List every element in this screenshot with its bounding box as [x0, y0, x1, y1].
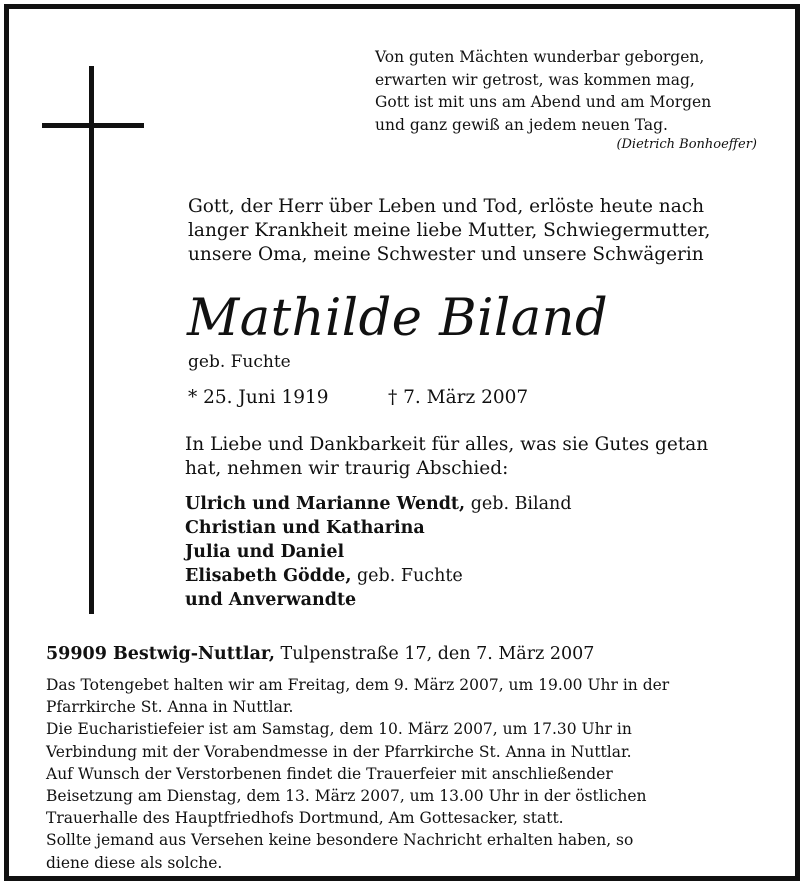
mourners-list [185, 492, 572, 612]
poem-quote [375, 46, 785, 154]
thanks-line: hat, nehmen wir traurig Abschied: [185, 458, 509, 479]
mourner-row [185, 588, 572, 612]
notice-line: Auf Wunsch der Verstorbenen findet die Trauerfeier mit anschließender [46, 764, 613, 783]
death-date: † 7. März 2007 [388, 387, 529, 408]
notice-line: Sollte jemand aus Versehen keine besondere Nachricht erhalten haben, so [46, 831, 634, 850]
cross-icon [89, 66, 94, 614]
address-city: 59909 Bestwig-Nuttlar, [46, 644, 275, 664]
poem-line: erwarten wir getrost, was kommen mag, [375, 70, 695, 89]
intro-line: Gott, der Herr über Leben und Tod, erlöste heute nach [188, 196, 705, 217]
mourner-name: Elisabeth Gödde, [185, 566, 352, 586]
life-dates [188, 385, 529, 411]
poem-line: und ganz gewiß an jedem neuen Tag. [375, 115, 668, 134]
deceased-name: Mathilde Biland [187, 289, 609, 348]
address-street-date: Tulpenstraße 17, den 7. März 2007 [274, 644, 595, 664]
mourner-row [185, 540, 572, 564]
obituary-frame [4, 4, 800, 881]
mourner-row [185, 492, 572, 516]
notice-line: diene diese als solche. [46, 853, 223, 872]
mourner-row [185, 564, 572, 588]
thanks-line: In Liebe und Dankbarkeit für alles, was sie Gutes getan [185, 434, 709, 455]
notice-line: Verbindung mit der Vorabendmesse in der Pfarrkirche St. Anna in Nuttlar. [46, 742, 632, 761]
service-notice [46, 674, 796, 874]
mourner-note: geb. Biland [465, 494, 572, 514]
mourner-name: Julia und Daniel [185, 542, 345, 562]
intro-line: unsere Oma, meine Schwester und unsere Schwägerin [188, 244, 704, 265]
address-line [46, 642, 594, 666]
cross-icon-crossbar [42, 123, 144, 128]
poem-author: (Dietrich Bonhoeffer) [616, 137, 757, 152]
intro-line: langer Krankheit meine liebe Mutter, Schwiegermutter, [188, 220, 711, 241]
notice-line: Trauerhalle des Hauptfriedhofs Dortmund, Am Gottesacker, statt. [46, 809, 564, 828]
notice-line: Die Eucharistiefeier ist am Samstag, dem 10. März 2007, um 17.30 Uhr in [46, 720, 632, 739]
poem-line: Von guten Mächten wunderbar geborgen, [375, 48, 705, 66]
mourner-row [185, 516, 572, 540]
thanks-text [185, 433, 785, 481]
intro-text [188, 195, 788, 267]
birth-date: * 25. Juni 1919 [188, 387, 329, 408]
notice-line: Pfarrkirche St. Anna in Nuttlar. [46, 698, 294, 717]
notice-line: Beisetzung am Dienstag, dem 13. März 2007, um 13.00 Uhr in der östlichen [46, 787, 647, 806]
poem-line: Gott ist mit uns am Abend und am Morgen [375, 93, 712, 111]
mourner-name: Ulrich und Marianne Wendt, [185, 494, 466, 514]
mourner-note: geb. Fuchte [351, 566, 463, 586]
mourner-name: Christian und Katharina [185, 518, 425, 538]
maiden-name: geb. Fuchte [188, 352, 291, 372]
mourner-name: und Anverwandte [185, 590, 357, 610]
notice-line: Das Totengebet halten wir am Freitag, dem 9. März 2007, um 19.00 Uhr in der [46, 676, 670, 694]
